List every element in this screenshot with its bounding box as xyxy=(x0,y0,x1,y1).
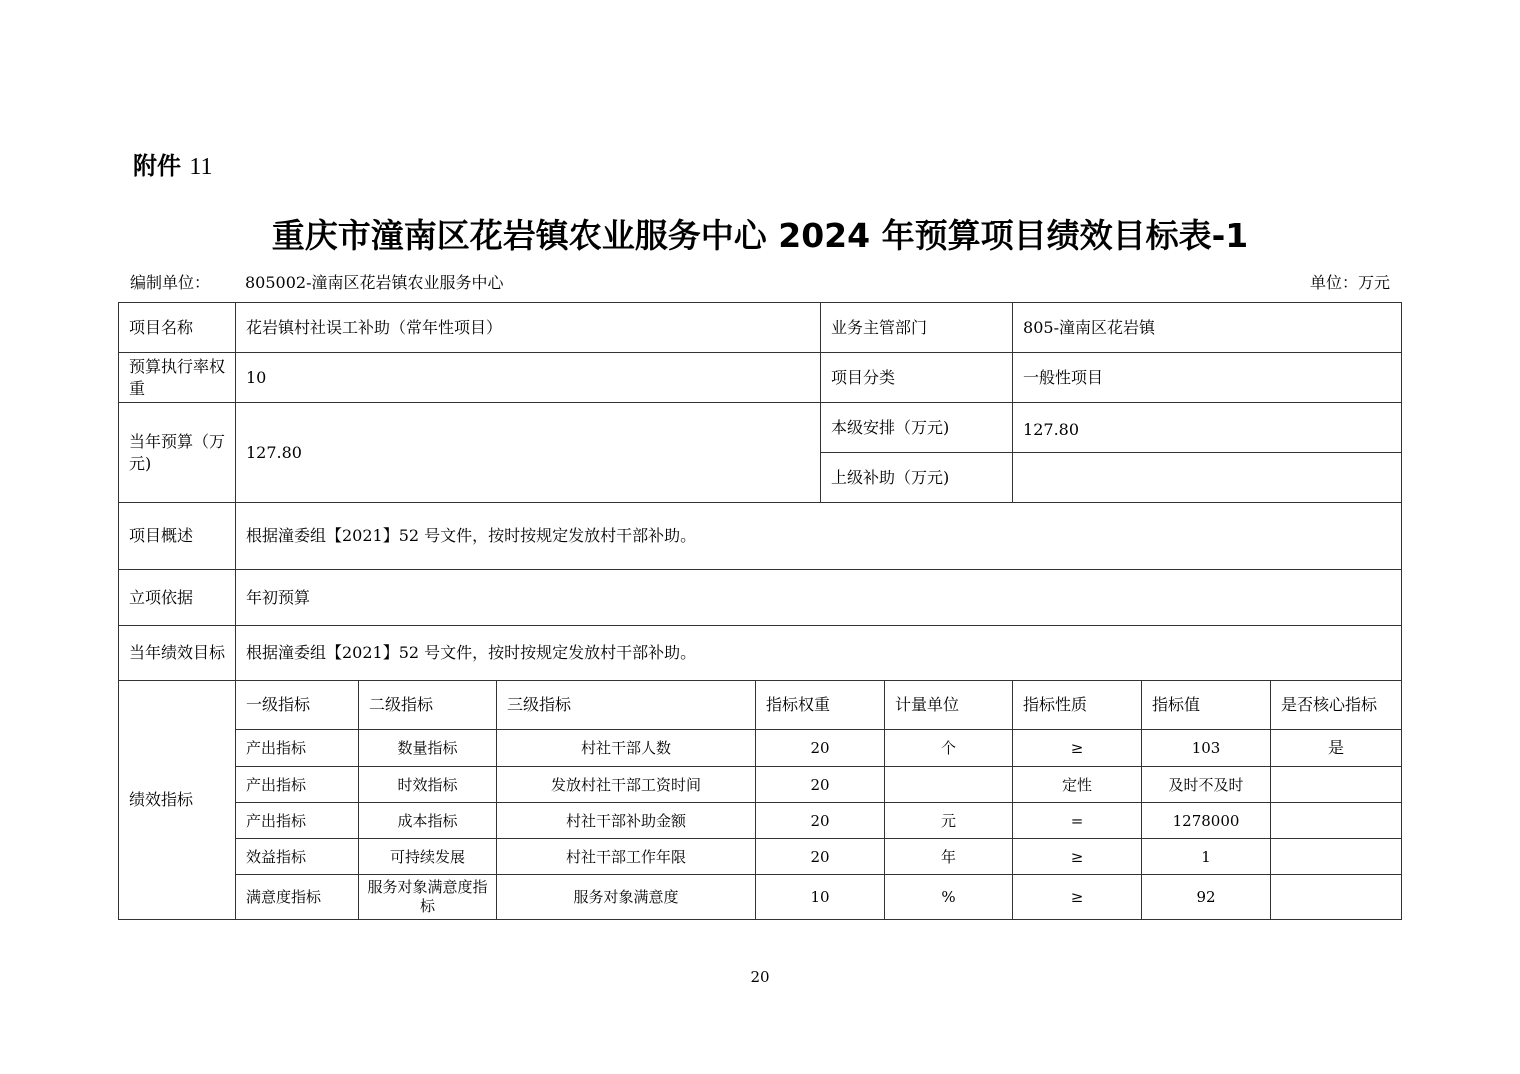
org-label: 编制单位： xyxy=(130,273,211,292)
indicator-level3: 服务对象满意度 xyxy=(497,875,756,920)
indicator-level1: 产出指标 xyxy=(236,767,359,803)
header-unit: 计量单位 xyxy=(885,681,1013,730)
row-goal xyxy=(119,626,1402,681)
budget-value: 127.80 xyxy=(236,403,821,503)
indicator-value: 1278000 xyxy=(1142,803,1271,839)
overview-value: 根据潼委组【2021】52 号文件，按时按规定发放村干部补助。 xyxy=(236,503,1402,570)
category-label: 项目分类 xyxy=(821,353,1013,403)
header-level1: 一级指标 xyxy=(236,681,359,730)
annex-text: 附件 xyxy=(133,152,181,180)
indicator-core: 是 xyxy=(1271,730,1402,767)
indicator-row xyxy=(119,803,1402,839)
indicator-nature: ≥ xyxy=(1013,875,1142,920)
basis-value: 年初预算 xyxy=(236,570,1402,626)
indicator-core xyxy=(1271,875,1402,920)
performance-table xyxy=(118,302,1402,920)
indicator-row xyxy=(119,839,1402,875)
indicator-header-row xyxy=(119,681,1402,730)
indicator-nature: ≥ xyxy=(1013,730,1142,767)
project-name-label: 项目名称 xyxy=(119,303,236,353)
local-value: 127.80 xyxy=(1013,403,1402,453)
header-nature: 指标性质 xyxy=(1013,681,1142,730)
indicator-unit xyxy=(885,767,1013,803)
row-project-name xyxy=(119,303,1402,353)
indicator-weight: 10 xyxy=(756,875,885,920)
overview-label: 项目概述 xyxy=(119,503,236,570)
exec-weight-label: 预算执行率权重 xyxy=(119,353,236,403)
indicator-core xyxy=(1271,767,1402,803)
indicator-level2: 服务对象满意度指标 xyxy=(359,875,497,920)
indicator-level1: 满意度指标 xyxy=(236,875,359,920)
header-weight: 指标权重 xyxy=(756,681,885,730)
indicator-core xyxy=(1271,839,1402,875)
project-name-value: 花岩镇村社误工补助（常年性项目） xyxy=(236,303,821,353)
indicator-level2: 时效指标 xyxy=(359,767,497,803)
row-overview xyxy=(119,503,1402,570)
annex-number: 11 xyxy=(189,154,213,180)
indicator-row xyxy=(119,730,1402,767)
indicator-value: 103 xyxy=(1142,730,1271,767)
row-exec-weight xyxy=(119,353,1402,403)
category-value: 一般性项目 xyxy=(1013,353,1402,403)
dept-value: 805-潼南区花岩镇 xyxy=(1013,303,1402,353)
indicator-level3: 村社干部补助金额 xyxy=(497,803,756,839)
indicator-weight: 20 xyxy=(756,730,885,767)
indicator-level1: 产出指标 xyxy=(236,803,359,839)
header-level3: 三级指标 xyxy=(497,681,756,730)
indicator-level3: 村社干部人数 xyxy=(497,730,756,767)
indicator-nature: ≥ xyxy=(1013,839,1142,875)
indicator-level2: 数量指标 xyxy=(359,730,497,767)
row-basis xyxy=(119,570,1402,626)
indicator-weight: 20 xyxy=(756,767,885,803)
indicator-unit: 年 xyxy=(885,839,1013,875)
indicator-unit: 元 xyxy=(885,803,1013,839)
local-label: 本级安排（万元) xyxy=(821,403,1013,453)
indicator-row xyxy=(119,875,1402,920)
header-value: 指标值 xyxy=(1142,681,1271,730)
indicator-level1: 产出指标 xyxy=(236,730,359,767)
budget-label: 当年预算（万元) xyxy=(119,403,236,503)
indicator-value: 1 xyxy=(1142,839,1271,875)
indicator-unit: 个 xyxy=(885,730,1013,767)
exec-weight-value: 10 xyxy=(236,353,821,403)
header-level2: 二级指标 xyxy=(359,681,497,730)
indicator-level1: 效益指标 xyxy=(236,839,359,875)
row-budget xyxy=(119,403,1402,453)
indicator-level2: 可持续发展 xyxy=(359,839,497,875)
basis-label: 立项依据 xyxy=(119,570,236,626)
page-title: 重庆市潼南区花岩镇农业服务中心 2024 年预算项目绩效目标表-1 xyxy=(271,216,1249,255)
org-value: 805002-潼南区花岩镇农业服务中心 xyxy=(245,273,504,292)
superior-label: 上级补助（万元) xyxy=(821,453,1013,503)
indicator-value: 及时不及时 xyxy=(1142,767,1271,803)
indicator-level3: 村社干部工作年限 xyxy=(497,839,756,875)
page-number: 20 xyxy=(750,968,770,986)
annex-label xyxy=(133,146,212,181)
indicator-row xyxy=(119,767,1402,803)
dept-label: 业务主管部门 xyxy=(821,303,1013,353)
indicator-weight: 20 xyxy=(756,839,885,875)
superior-value xyxy=(1013,453,1402,503)
indicator-nature: 定性 xyxy=(1013,767,1142,803)
indicator-nature: = xyxy=(1013,803,1142,839)
indicator-level2: 成本指标 xyxy=(359,803,497,839)
indicator-value: 92 xyxy=(1142,875,1271,920)
indicator-unit: % xyxy=(885,875,1013,920)
goal-label: 当年绩效目标 xyxy=(119,626,236,681)
indicator-level3: 发放村社干部工资时间 xyxy=(497,767,756,803)
header-core: 是否核心指标 xyxy=(1271,681,1402,730)
indicator-core xyxy=(1271,803,1402,839)
goal-value: 根据潼委组【2021】52 号文件，按时按规定发放村干部补助。 xyxy=(236,626,1402,681)
money-unit: 单位：万元 xyxy=(1309,273,1390,292)
indicator-weight: 20 xyxy=(756,803,885,839)
indicators-section-label: 绩效指标 xyxy=(119,681,236,920)
